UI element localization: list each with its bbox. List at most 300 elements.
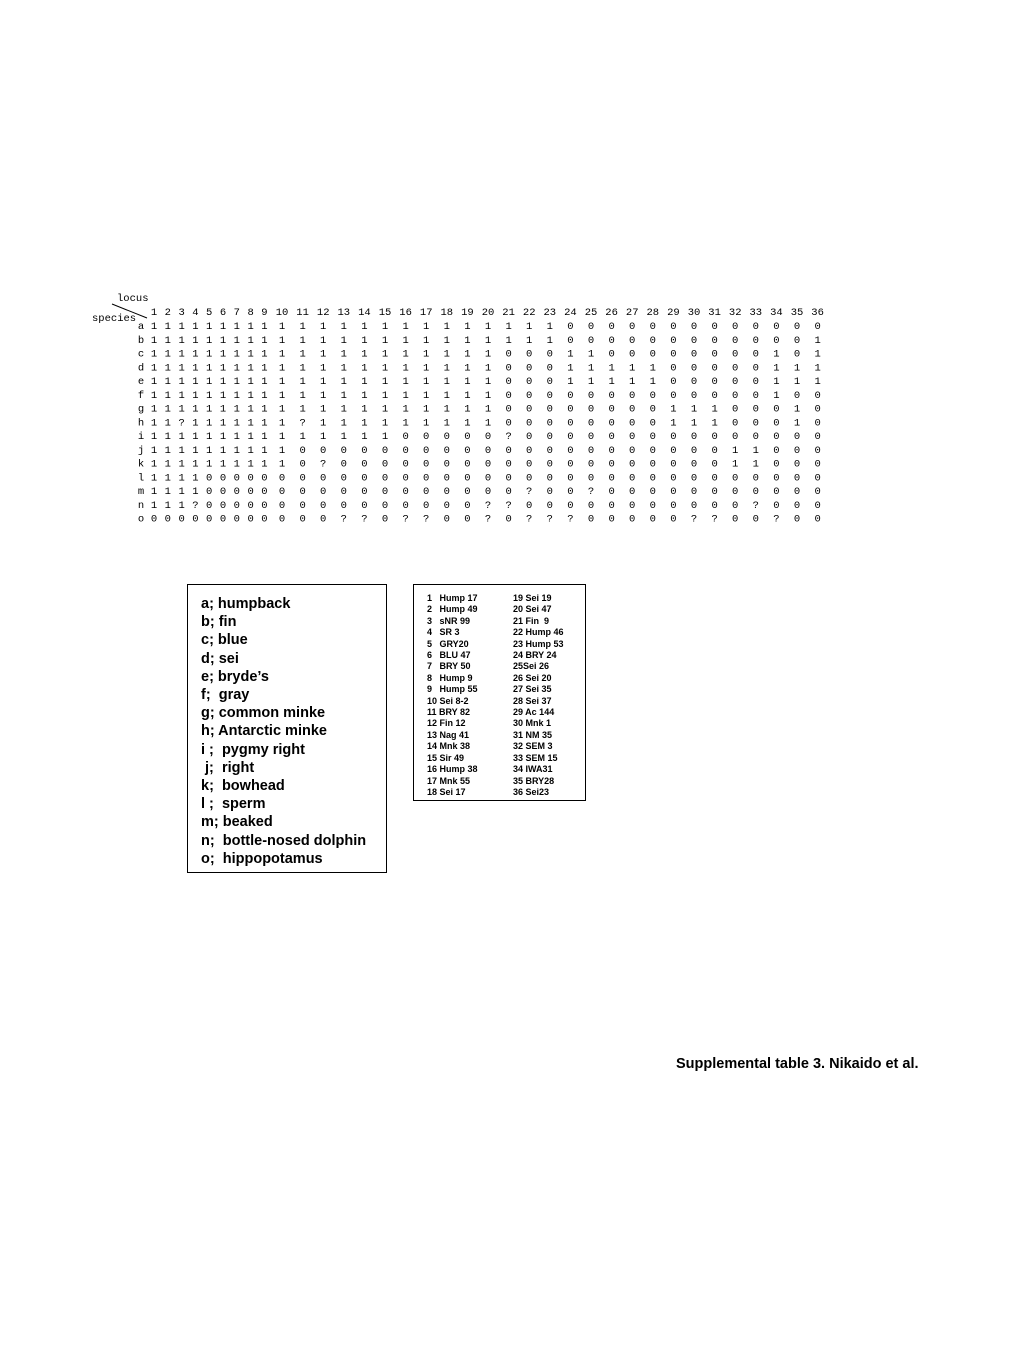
- table-cell: 0: [505, 444, 512, 457]
- column-header: 32: [728, 307, 742, 319]
- column-header: 4: [192, 307, 199, 319]
- table-cell: 0: [464, 431, 471, 443]
- table-cell: 1: [361, 403, 368, 416]
- table-cell: 1: [814, 348, 821, 361]
- table-cell: 1: [587, 348, 595, 361]
- table-cell: 0: [773, 334, 780, 347]
- table-cell: 0: [546, 472, 553, 485]
- species-corner-label: species: [92, 313, 137, 325]
- table-cell: 1: [247, 362, 254, 375]
- table-cell: 0: [505, 472, 512, 485]
- table-row: [138, 349, 821, 361]
- locus-legend-item: 3 sNR 99: [427, 615, 471, 626]
- species-legend-item: d; sei: [201, 650, 239, 667]
- column-header: 17: [419, 307, 433, 319]
- table-cell: 1: [278, 321, 286, 333]
- locus-legend-item: 19 Sei 19: [513, 593, 552, 603]
- table-cell: 1: [484, 334, 492, 347]
- table-cell: 0: [192, 513, 199, 526]
- table-cell: 1: [178, 431, 185, 443]
- table-cell: 1: [206, 362, 213, 375]
- table-cell: 1: [464, 334, 471, 347]
- table-cell: 1: [150, 334, 158, 347]
- table-cell: 1: [233, 334, 240, 347]
- table-cell: 0: [629, 444, 636, 457]
- table-cell: 1: [299, 334, 306, 347]
- species-legend-item: e; bryde’s: [201, 668, 269, 685]
- table-cell: 0: [670, 513, 677, 526]
- row-species-label: k: [137, 458, 145, 471]
- table-cell: 0: [587, 444, 595, 457]
- table-cell: 0: [567, 403, 574, 416]
- table-cell: 0: [690, 334, 698, 347]
- table-cell: ?: [402, 513, 409, 526]
- column-header: 7: [233, 307, 240, 319]
- table-cell: 0: [649, 417, 656, 430]
- column-header: 3: [178, 307, 185, 319]
- row-species-label: l: [137, 472, 145, 485]
- table-cell: 0: [711, 389, 718, 402]
- table-cell: ?: [299, 417, 306, 430]
- table-cell: 0: [526, 362, 533, 375]
- table-cell: ?: [526, 486, 533, 498]
- table-cell: 1: [219, 403, 227, 416]
- table-row: [138, 376, 821, 388]
- table-cell: 1: [192, 444, 199, 457]
- table-cell: 1: [752, 458, 759, 471]
- table-cell: 0: [206, 486, 213, 498]
- table-cell: 1: [484, 348, 492, 361]
- table-cell: 1: [278, 376, 286, 388]
- table-cell: 0: [711, 362, 718, 375]
- table-cell: 1: [484, 403, 492, 416]
- table-cell: 0: [793, 458, 801, 471]
- table-cell: 1: [233, 417, 240, 430]
- table-cell: 1: [278, 417, 286, 430]
- table-cell: 0: [567, 458, 574, 471]
- table-cell: 1: [178, 376, 185, 388]
- table-cell: 1: [278, 348, 286, 361]
- table-cell: 0: [793, 431, 801, 443]
- table-cell: 0: [629, 431, 636, 443]
- locus-legend-item: 23 Hump 53: [513, 638, 564, 649]
- table-cell: 0: [381, 472, 389, 485]
- locus-legend-item: 20 Sei 47: [513, 604, 552, 615]
- table-cell: 0: [814, 403, 821, 416]
- column-header: 6: [219, 307, 227, 319]
- locus-legend-item: 29 Ac 144: [513, 707, 555, 718]
- locus-legend-item: 24 BRY 24: [513, 650, 557, 661]
- table-cell: 1: [381, 362, 389, 375]
- table-cell: 0: [526, 499, 533, 512]
- table-cell: 0: [608, 458, 615, 471]
- table-cell: 0: [402, 431, 409, 443]
- table-cell: 0: [814, 499, 821, 512]
- table-cell: 0: [587, 389, 595, 402]
- table-cell: 0: [299, 472, 306, 485]
- table-cell: 0: [340, 499, 347, 512]
- table-cell: 0: [732, 348, 739, 361]
- table-row: [138, 417, 821, 429]
- table-cell: 1: [150, 321, 158, 333]
- table-cell: 0: [526, 431, 533, 443]
- table-cell: 0: [484, 472, 492, 485]
- table-cell: 0: [361, 499, 368, 512]
- table-cell: 0: [773, 403, 780, 416]
- table-cell: 1: [546, 321, 553, 333]
- table-cell: 1: [340, 321, 347, 333]
- table-cell: 1: [402, 348, 409, 361]
- table-cell: 1: [773, 348, 780, 361]
- table-cell: 0: [423, 486, 430, 498]
- table-cell: 1: [233, 431, 240, 443]
- table-cell: 1: [206, 334, 213, 347]
- table-cell: 1: [261, 431, 268, 443]
- table-cell: ?: [340, 513, 347, 526]
- table-cell: 1: [247, 376, 254, 388]
- table-cell: 1: [299, 376, 306, 388]
- locus-legend-item: 34 IWA31: [513, 764, 553, 775]
- table-cell: 0: [732, 499, 739, 512]
- table-cell: 1: [464, 389, 471, 402]
- table-cell: 1: [752, 444, 759, 457]
- column-header: 10: [275, 307, 289, 319]
- table-cell: ?: [423, 513, 430, 526]
- table-cell: 0: [505, 403, 512, 416]
- locus-legend-item: 10 Sei 8-2: [427, 695, 469, 706]
- column-header: 1: [150, 307, 158, 319]
- table-cell: 0: [608, 417, 615, 430]
- table-cell: 0: [423, 499, 430, 512]
- table-cell: 0: [402, 458, 409, 471]
- table-cell: 1: [164, 444, 171, 457]
- table-cell: ?: [526, 513, 533, 526]
- table-cell: 1: [192, 486, 199, 498]
- column-header: 8: [247, 307, 254, 319]
- table-cell: 1: [320, 362, 327, 375]
- table-cell: 0: [546, 499, 553, 512]
- table-cell: 1: [629, 362, 636, 375]
- table-cell: 1: [164, 348, 171, 361]
- table-cell: 1: [219, 458, 227, 471]
- column-header: 11: [296, 307, 309, 319]
- table-cell: 1: [219, 444, 227, 457]
- table-cell: 0: [587, 417, 595, 430]
- table-cell: 0: [261, 499, 268, 512]
- table-cell: 0: [711, 431, 718, 443]
- table-cell: 0: [233, 499, 240, 512]
- table-cell: 1: [247, 403, 254, 416]
- table-cell: 0: [546, 389, 553, 402]
- table-cell: 1: [164, 376, 171, 388]
- table-row: [138, 445, 821, 457]
- table-cell: 0: [233, 486, 240, 498]
- table-cell: 0: [752, 486, 759, 498]
- table-cell: 0: [381, 444, 389, 457]
- table-cell: 0: [793, 513, 801, 526]
- table-cell: 1: [814, 362, 821, 375]
- table-cell: 0: [752, 376, 759, 388]
- table-cell: 0: [629, 499, 636, 512]
- table-cell: 0: [608, 513, 615, 526]
- table-cell: 1: [732, 458, 739, 471]
- table-cell: 0: [546, 362, 553, 375]
- table-cell: 0: [732, 389, 739, 402]
- table-cell: 1: [340, 431, 347, 443]
- table-cell: 1: [361, 334, 368, 347]
- table-cell: 1: [247, 417, 254, 430]
- table-cell: 0: [381, 458, 389, 471]
- table-cell: 0: [690, 376, 698, 388]
- column-header: 30: [687, 307, 701, 319]
- table-cell: 0: [773, 321, 780, 333]
- table-cell: 0: [670, 334, 677, 347]
- table-cell: 0: [629, 403, 636, 416]
- locus-legend-item: 33 SEM 15: [513, 752, 558, 763]
- table-cell: 0: [649, 348, 656, 361]
- table-cell: 0: [361, 458, 368, 471]
- table-cell: 1: [261, 389, 268, 402]
- table-cell: 0: [649, 458, 656, 471]
- table-cell: 0: [546, 486, 553, 498]
- table-cell: 0: [752, 472, 759, 485]
- table-cell: 0: [464, 472, 471, 485]
- table-cell: 0: [567, 472, 574, 485]
- table-cell: 0: [587, 513, 595, 526]
- table-cell: 1: [299, 389, 306, 402]
- locus-legend-item: 9 Hump 55: [427, 684, 478, 695]
- table-cell: 1: [402, 362, 409, 375]
- table-cell: 1: [484, 321, 492, 333]
- locus-legend-item: 7 BRY 50: [427, 661, 471, 672]
- table-cell: 0: [219, 513, 227, 526]
- locus-legend-item: 35 BRY28: [513, 775, 555, 786]
- table-cell: 1: [484, 362, 492, 375]
- table-cell: 1: [814, 334, 821, 347]
- species-legend-item: l ; sperm: [201, 796, 266, 813]
- table-cell: 0: [752, 321, 759, 333]
- table-row: [138, 500, 821, 512]
- column-header: 22: [522, 307, 536, 319]
- table-cell: 1: [150, 431, 158, 443]
- table-cell: 0: [814, 321, 821, 333]
- table-cell: 1: [219, 334, 227, 347]
- table-cell: 0: [443, 431, 450, 443]
- column-header: 28: [646, 307, 660, 319]
- table-cell: 1: [192, 417, 199, 430]
- table-cell: 0: [752, 417, 759, 430]
- table-cell: 1: [670, 417, 677, 430]
- table-cell: 0: [690, 499, 698, 512]
- table-cell: 1: [164, 389, 171, 402]
- table-cell: 0: [526, 348, 533, 361]
- table-cell: 0: [814, 444, 821, 457]
- table-cell: 0: [649, 334, 656, 347]
- table-cell: 0: [219, 486, 227, 498]
- species-legend-item: a; humpback: [201, 596, 291, 612]
- table-cell: 1: [150, 458, 158, 471]
- table-cell: 0: [793, 444, 801, 457]
- table-cell: 0: [752, 362, 759, 375]
- table-cell: 1: [649, 376, 656, 388]
- table-cell: 0: [361, 444, 368, 457]
- table-cell: 0: [587, 499, 595, 512]
- table-cell: 1: [423, 403, 430, 416]
- table-cell: 1: [299, 403, 306, 416]
- locus-legend-item: 14 Mnk 38: [427, 741, 471, 752]
- table-cell: 0: [608, 499, 615, 512]
- table-cell: 1: [164, 472, 171, 485]
- table-cell: 0: [608, 321, 615, 333]
- table-cell: 0: [732, 417, 739, 430]
- column-header: 14: [358, 307, 371, 319]
- table-cell: ?: [320, 458, 327, 471]
- table-cell: ?: [484, 513, 492, 526]
- table-cell: 0: [484, 444, 492, 457]
- table-row: [138, 459, 821, 471]
- table-cell: 1: [192, 362, 199, 375]
- table-cell: 1: [178, 389, 185, 402]
- table-cell: 0: [505, 513, 512, 526]
- table-cell: 1: [247, 321, 254, 333]
- table-cell: ?: [505, 499, 512, 512]
- table-cell: 0: [649, 431, 656, 443]
- locus-legend-item: 2 Hump 49: [427, 604, 478, 615]
- locus-legend-item: 32 SEM 3: [513, 741, 553, 752]
- table-cell: 1: [150, 472, 158, 485]
- table-cell: 0: [690, 389, 698, 402]
- table-cell: 1: [381, 417, 389, 430]
- table-cell: 1: [278, 431, 286, 443]
- table-cell: 1: [320, 376, 327, 388]
- column-header: 5: [206, 307, 213, 319]
- table-cell: 0: [505, 389, 512, 402]
- species-legend-item: i ; pygmy right: [201, 741, 305, 758]
- table-cell: 0: [219, 499, 227, 512]
- table-cell: 1: [340, 417, 347, 430]
- table-cell: 0: [690, 321, 698, 333]
- table-cell: 1: [732, 444, 739, 457]
- table-cell: 0: [443, 472, 450, 485]
- table-cell: 1: [320, 417, 327, 430]
- table-cell: 1: [247, 389, 254, 402]
- table-cell: 1: [219, 431, 227, 443]
- row-species-label: i: [137, 431, 145, 443]
- table-row: [138, 404, 821, 416]
- row-species-label: f: [137, 389, 145, 402]
- table-cell: 0: [261, 486, 268, 498]
- species-legend-item: k; bowhead: [201, 778, 285, 795]
- table-cell: 1: [320, 431, 327, 443]
- row-species-label: e: [137, 376, 145, 388]
- table-cell: 1: [233, 376, 240, 388]
- table-cell: 1: [219, 376, 227, 388]
- table-cell: 1: [206, 444, 213, 457]
- table-cell: 0: [773, 499, 780, 512]
- table-cell: 1: [526, 321, 533, 333]
- table-cell: 1: [164, 431, 171, 443]
- table-cell: 0: [773, 486, 780, 498]
- table-cell: 0: [793, 321, 801, 333]
- table-cell: 1: [443, 348, 450, 361]
- table-cell: 0: [649, 389, 656, 402]
- table-cell: 0: [793, 389, 801, 402]
- table-cell: 0: [587, 472, 595, 485]
- table-cell: 0: [793, 334, 801, 347]
- table-cell: 1: [773, 362, 780, 375]
- table-cell: 1: [206, 389, 213, 402]
- table-cell: 0: [443, 458, 450, 471]
- table-cell: 1: [443, 403, 450, 416]
- table-cell: 1: [402, 389, 409, 402]
- table-cell: 0: [793, 348, 801, 361]
- table-cell: 1: [423, 334, 430, 347]
- table-cell: 1: [164, 417, 171, 430]
- locus-legend-box: [413, 584, 586, 801]
- table-cell: 0: [629, 389, 636, 402]
- table-cell: 0: [381, 499, 389, 512]
- locus-legend-item: 26 Sei 20: [513, 672, 552, 683]
- table-cell: 0: [587, 403, 595, 416]
- table-cell: 0: [649, 513, 656, 526]
- table-cell: 1: [164, 486, 171, 498]
- table-cell: 0: [670, 458, 677, 471]
- table-cell: 0: [608, 403, 615, 416]
- table-cell: 0: [793, 486, 801, 498]
- species-legend-item: j; right: [201, 759, 255, 776]
- table-cell: 0: [793, 499, 801, 512]
- table-cell: 0: [526, 417, 533, 430]
- table-cell: 1: [150, 444, 158, 457]
- table-cell: 1: [206, 376, 213, 388]
- table-cell: 0: [649, 403, 656, 416]
- table-cell: 0: [711, 458, 718, 471]
- table-cell: 0: [299, 499, 306, 512]
- table-cell: 0: [773, 431, 780, 443]
- table-cell: 1: [150, 499, 158, 512]
- table-cell: 0: [443, 486, 450, 498]
- table-cell: 0: [670, 321, 677, 333]
- table-cell: 0: [629, 321, 636, 333]
- table-cell: 0: [608, 348, 615, 361]
- row-species-label: a: [137, 321, 145, 333]
- table-cell: 0: [505, 486, 512, 498]
- table-cell: 0: [670, 444, 677, 457]
- table-cell: 0: [814, 472, 821, 485]
- species-legend-item: o; hippopotamus: [201, 850, 323, 867]
- table-cell: 1: [361, 389, 368, 402]
- table-cell: ?: [192, 499, 199, 512]
- row-species-label: j: [137, 444, 145, 457]
- table-cell: 1: [206, 431, 213, 443]
- table-cell: 1: [402, 403, 409, 416]
- table-cell: 0: [649, 472, 656, 485]
- table-cell: 0: [732, 334, 739, 347]
- table-cell: 0: [567, 444, 574, 457]
- table-cell: 1: [150, 403, 158, 416]
- table-cell: 0: [732, 431, 739, 443]
- table-cell: 1: [233, 321, 240, 333]
- table-cell: ?: [567, 513, 574, 526]
- column-header: 36: [811, 307, 824, 319]
- table-cell: 1: [178, 348, 185, 361]
- table-cell: ?: [587, 486, 595, 498]
- table-cell: 1: [178, 444, 185, 457]
- table-cell: 1: [423, 348, 430, 361]
- table-cell: 0: [320, 472, 327, 485]
- table-cell: 1: [278, 444, 286, 457]
- table-cell: 0: [320, 499, 327, 512]
